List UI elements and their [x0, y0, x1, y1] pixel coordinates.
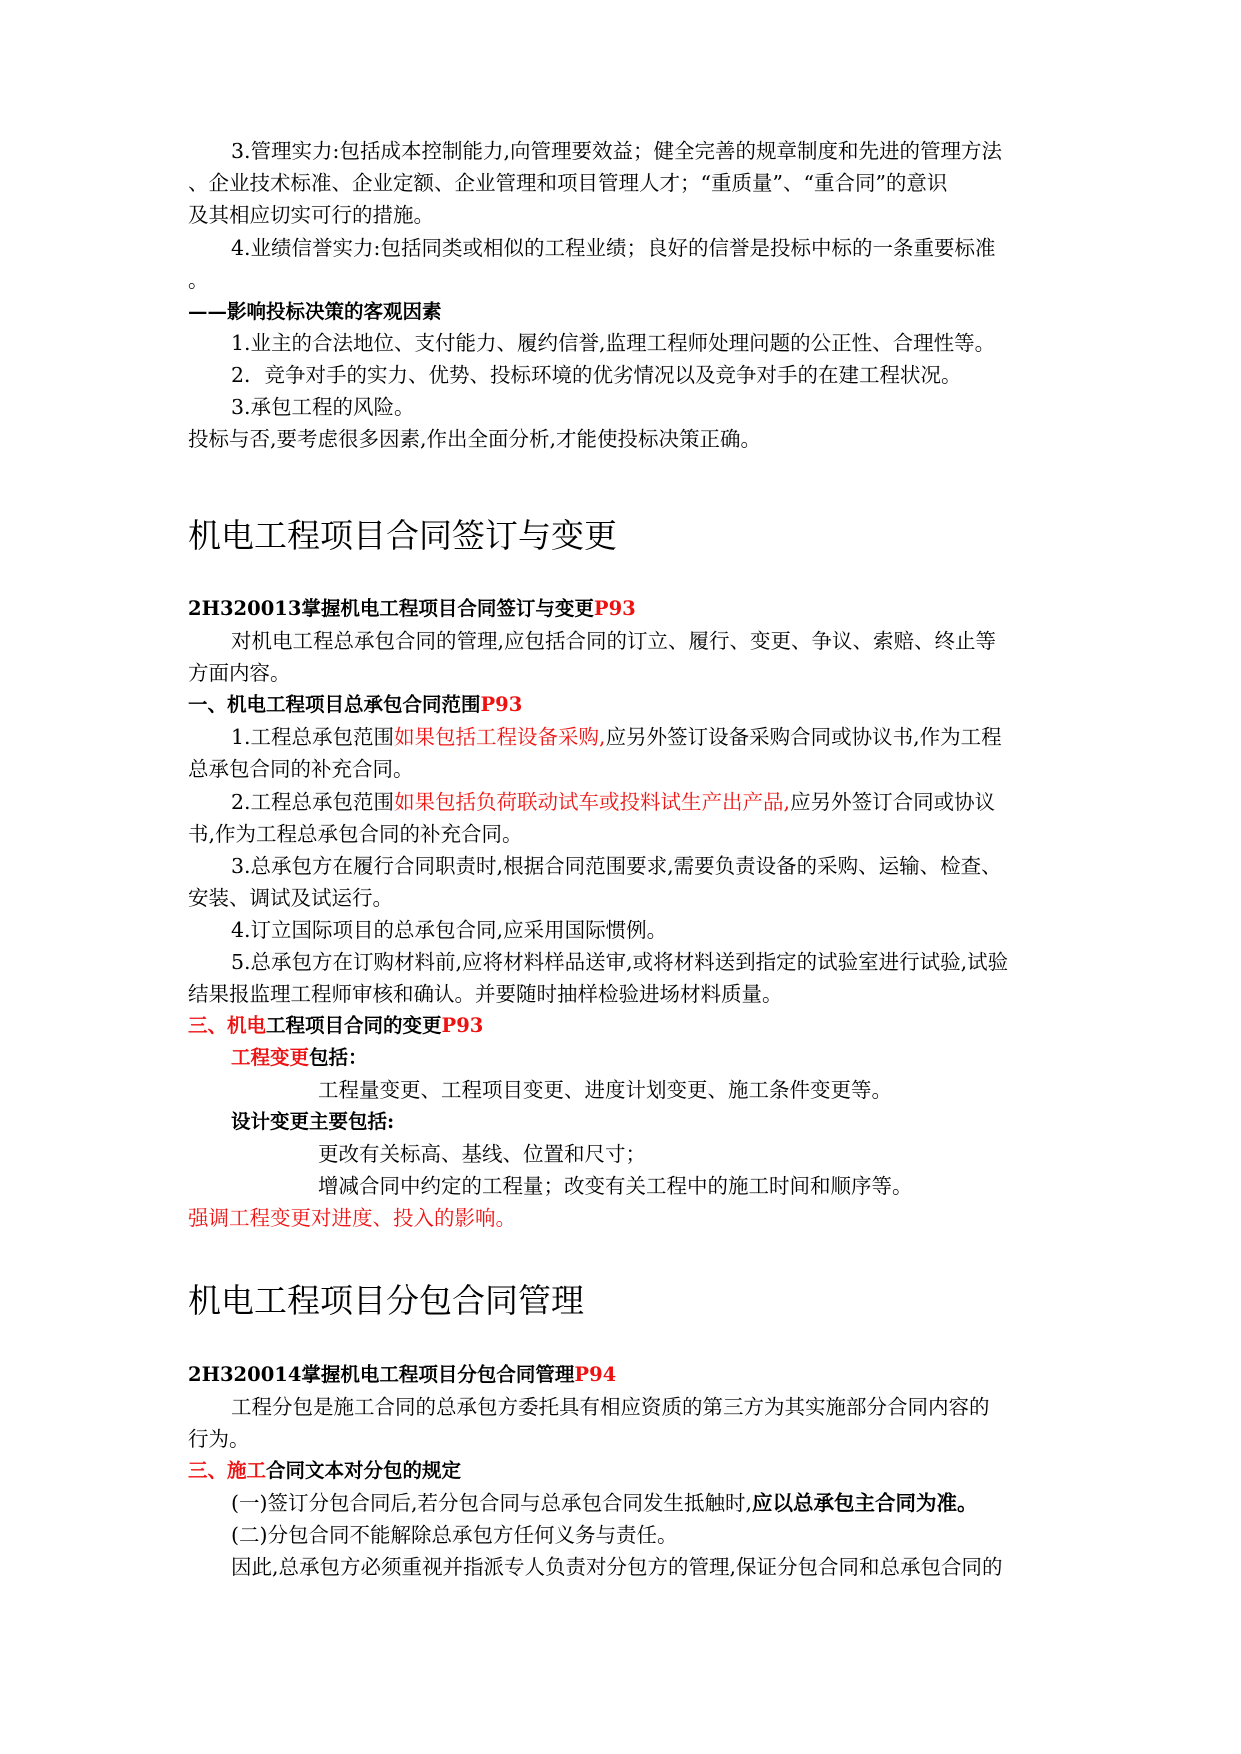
subcontract-heading-text: 合同文本对分包的规定 [266, 1459, 462, 1482]
list-item-text: 应另外签订设备采购合同或协议书,作为工程 [605, 725, 1002, 749]
list-item: 增减合同中约定的工程量；改变有关工程中的施工时间和顺序等。 [318, 1174, 913, 1198]
paragraph-line: 书,作为工程总承包合同的补充合同。 [188, 822, 523, 846]
list-item: 5.总承包方在订购材料前,应将材料样品送审,或将材料送到指定的试验室进行试验,试验 [231, 950, 1009, 974]
paragraph-line: 对机电工程总承包合同的管理,应包括合同的订立、履行、变更、争议、索赔、终止等 [231, 629, 997, 653]
design-change-label: 设计变更主要包括: [231, 1110, 395, 1133]
engineering-change-red: 工程变更 [231, 1046, 310, 1069]
paragraph-line: 方面内容。 [188, 661, 291, 685]
scope-heading-text: 一、机电工程项目总承包合同范围 [188, 693, 481, 716]
list-item: 2．竞争对手的实力、优势、投标环境的优劣情况以及竞争对手的在建工程状况。 [231, 363, 962, 387]
engineering-change-text: 包括： [309, 1046, 368, 1069]
paragraph-line: 总承包合同的补充合同。 [188, 757, 414, 781]
engineering-change-label [188, 1042, 1101, 1075]
emphasis-text: 强调工程变更对进度、投入的影响。 [188, 1206, 516, 1230]
paragraph-line: 安装、调试及试运行。 [188, 886, 393, 910]
section-title: 机电工程项目合同签订与变更 [188, 516, 617, 555]
list-item [188, 721, 1101, 754]
conclusion-text: 投标与否,要考虑很多因素,作出全面分析,才能使投标决策正确。 [188, 427, 762, 451]
subcontract-heading [188, 1455, 1058, 1488]
bold-text: 应以总承包主合同为准。 [752, 1491, 978, 1515]
list-item: 更改有关标高、基线、位置和尺寸； [318, 1142, 646, 1166]
paragraph-line: 、企业技术标准、企业定额、企业管理和项目管理人才；“重质量”、“重合同”的意识 [188, 171, 948, 195]
section-title: 机电工程项目分包合同管理 [188, 1281, 584, 1320]
page-ref: P94 [574, 1363, 617, 1386]
list-item [188, 786, 1101, 819]
change-heading-text: 工程项目合同的变更 [266, 1014, 442, 1037]
page-ref: P93 [441, 1014, 484, 1037]
paragraph-line: 因此,总承包方必须重视并指派专人负责对分包方的管理,保证分包合同和总承包合同的 [231, 1555, 1003, 1579]
objective-factors-heading: ——影响投标决策的客观因素 [188, 300, 442, 323]
highlight-text: 如果包括负荷联动试车或投料试生产出产品, [394, 790, 791, 814]
page-ref: P93 [480, 693, 523, 716]
paragraph-line: 4.业绩信誉实力:包括同类或相似的工程业绩；良好的信誉是投标中标的一条重要标准 [231, 236, 996, 260]
paragraph-line: 工程分包是施工合同的总承包方委托具有相应资质的第三方为其实施部分合同内容的 [231, 1395, 990, 1419]
list-item-text: 应另外签订合同或协议 [790, 790, 996, 814]
list-item: 1.业主的合法地位、支付能力、履约信誉,监理工程师处理问题的公正性、合理性等。 [231, 331, 996, 355]
paragraph-line: 3.管理实力:包括成本控制能力,向管理要效益；健全完善的规章制度和先进的管理方法 [231, 139, 1002, 163]
page-ref: P93 [593, 597, 636, 620]
list-item-text: 1.工程总承包范围 [231, 725, 395, 749]
list-item: 3.总承包方在履行合同职责时,根据合同范围要求,需要负责设备的采购、运输、检查、 [231, 854, 1002, 878]
list-item: (二)分包合同不能解除总承包方任何义务与责任。 [231, 1523, 678, 1547]
paragraph-line: 。 [188, 268, 209, 292]
list-item-text: (一)签订分包合同后,若分包合同与总承包合同发生抵触时, [231, 1491, 753, 1515]
section-code [188, 1359, 1058, 1392]
paragraph-line: 及其相应切实可行的措施。 [188, 203, 434, 227]
section-code-text: 2H320014掌握机电工程项目分包合同管理 [188, 1363, 575, 1386]
change-heading-red: 三、机电 [188, 1014, 267, 1037]
subcontract-heading-red: 三、施工 [188, 1459, 267, 1482]
paragraph-line: 行为。 [188, 1427, 250, 1451]
list-item: 工程量变更、工程项目变更、进度计划变更、施工条件变更等。 [318, 1078, 892, 1102]
paragraph-line: 结果报监理工程师审核和确认。并要随时抽样检验进场材料质量。 [188, 982, 783, 1006]
list-item: 3.承包工程的风险。 [231, 395, 415, 419]
list-item [188, 1487, 1101, 1520]
list-item: 4.订立国际项目的总承包合同,应采用国际惯例。 [231, 918, 668, 942]
scope-heading [188, 689, 1058, 722]
highlight-text: 如果包括工程设备采购, [394, 725, 606, 749]
section-code [188, 593, 1058, 626]
list-item-text: 2.工程总承包范围 [231, 790, 395, 814]
section-code-text: 2H320013掌握机电工程项目合同签订与变更 [188, 597, 594, 620]
change-heading [188, 1010, 1058, 1043]
